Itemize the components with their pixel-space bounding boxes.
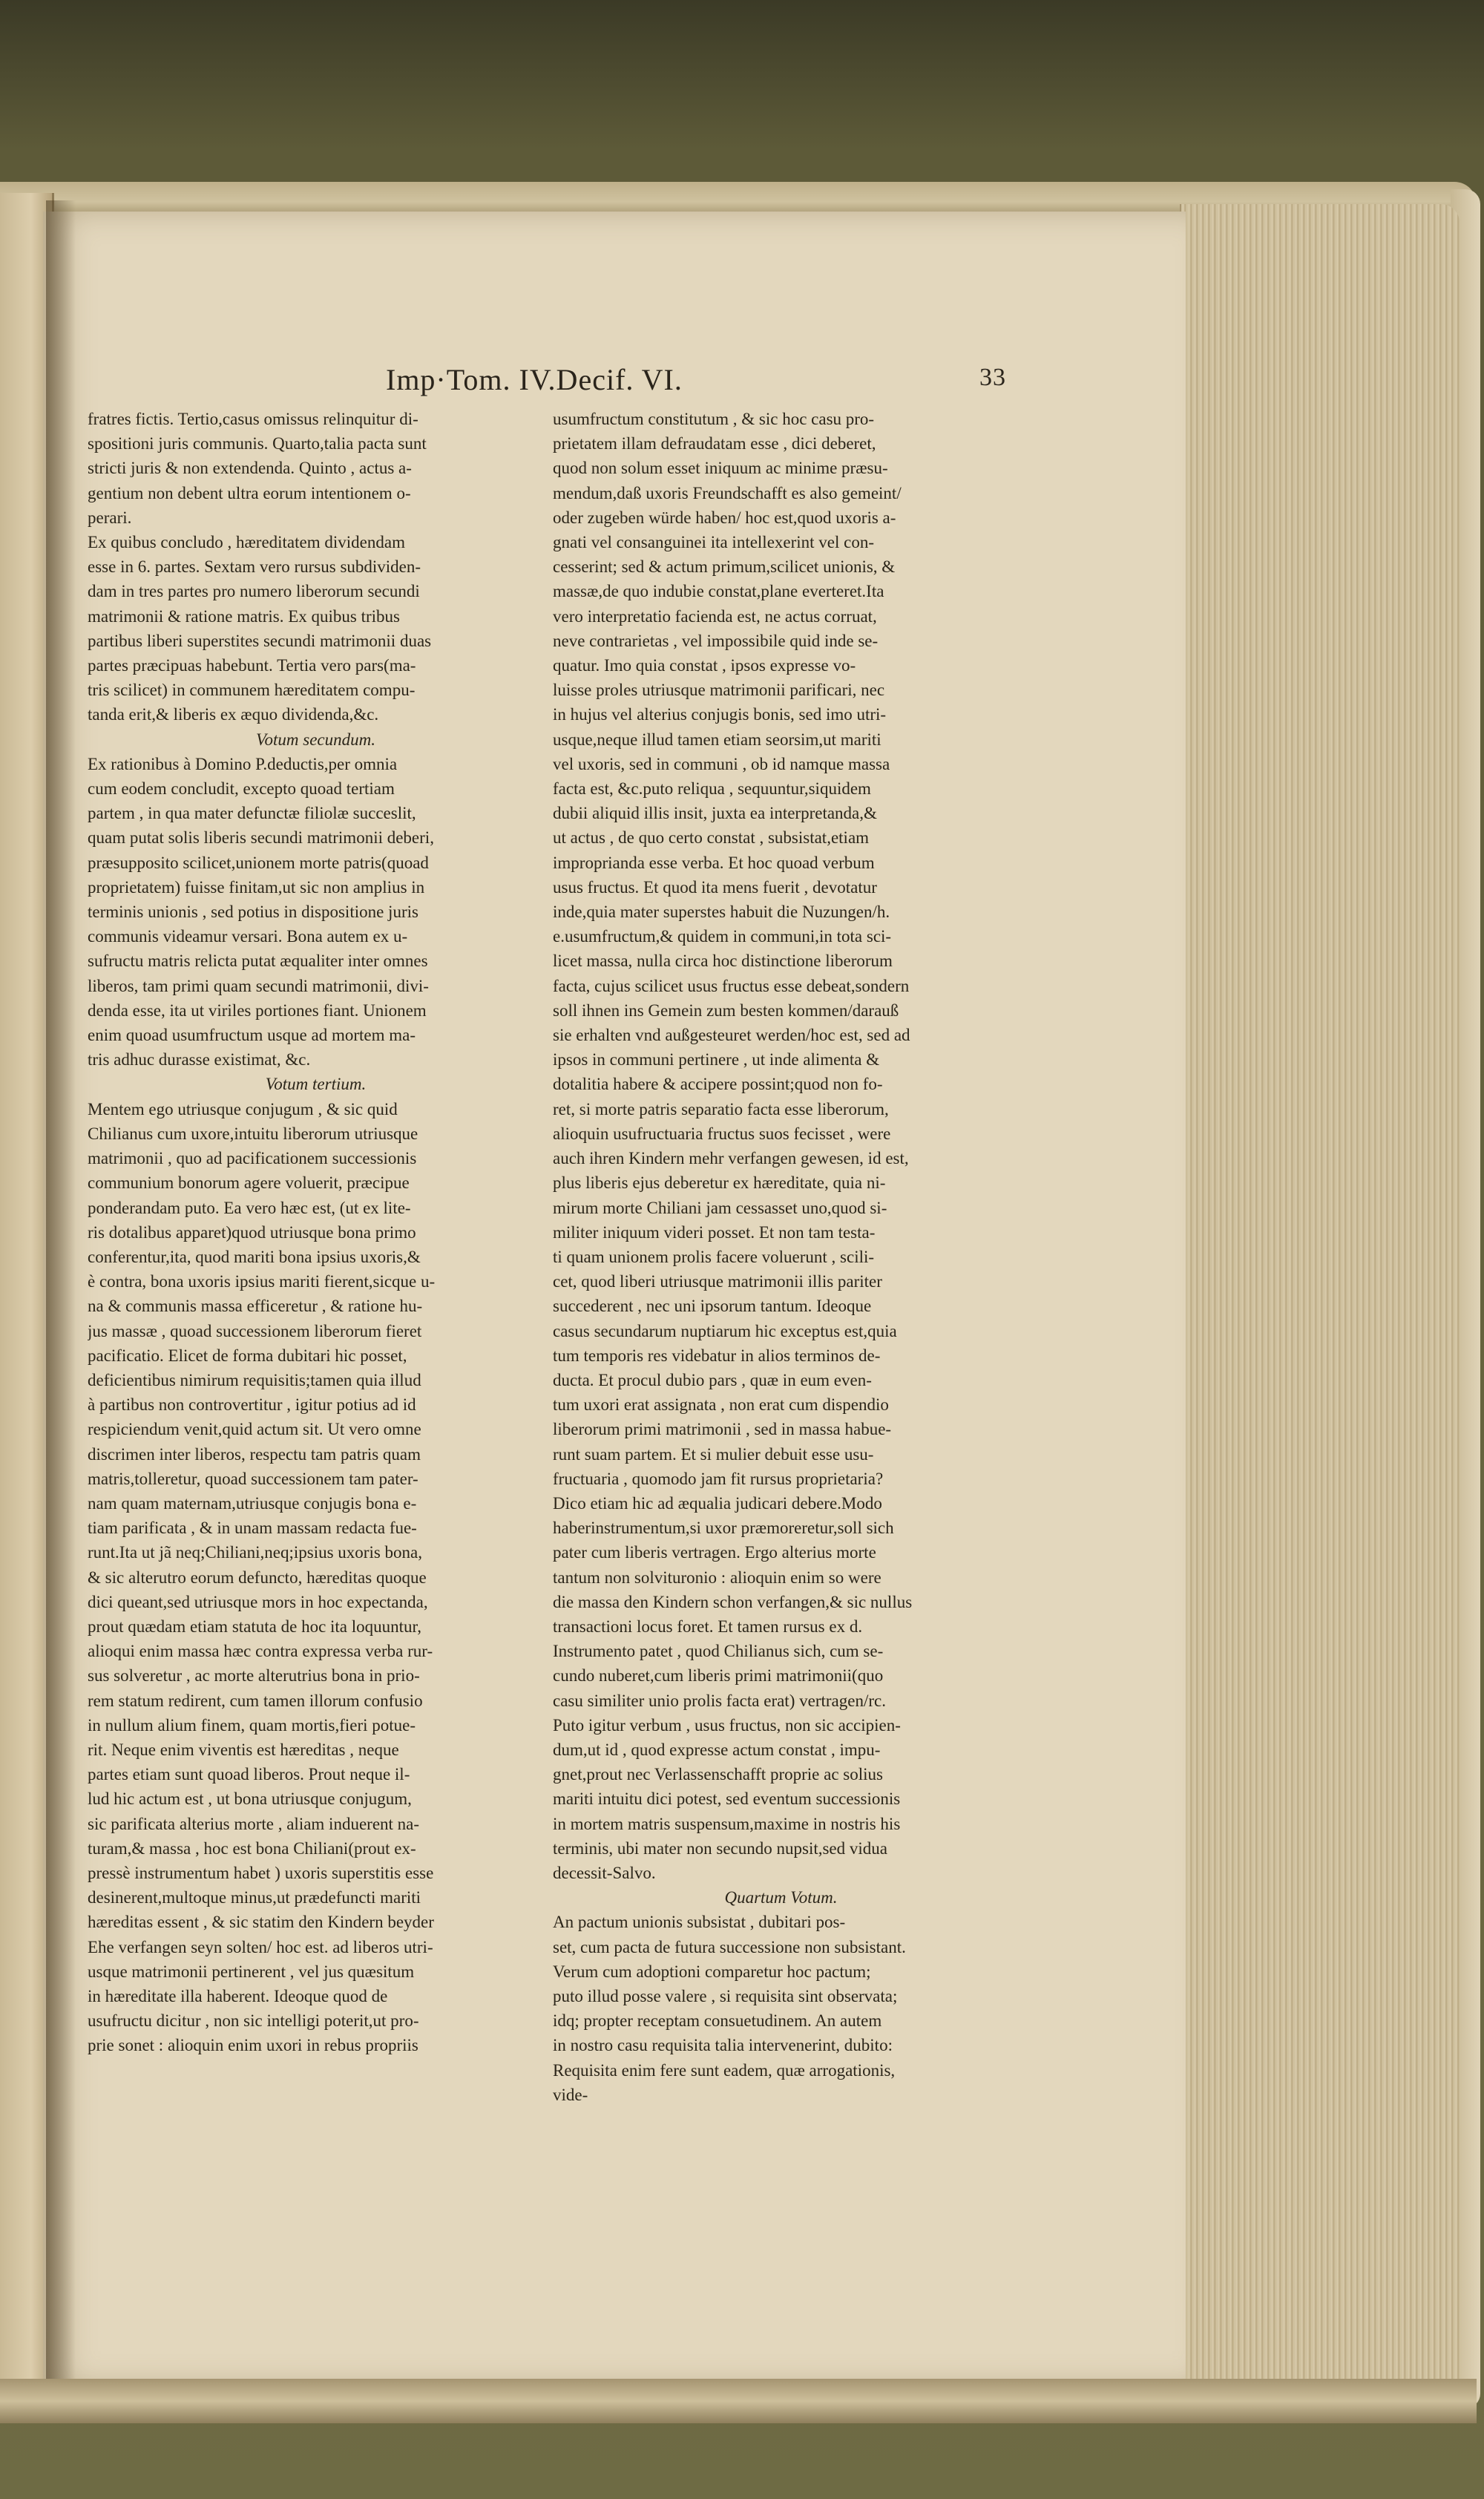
text-line: Puto igitur verbum , usus fructus, non sic accipien- bbox=[553, 1715, 901, 1735]
text-line: cet, quod liberi utriusque matrimonii illis pariter bbox=[553, 1272, 882, 1291]
text-line: denda esse, ita ut viriles portiones fiant. Unionem bbox=[88, 1000, 427, 1020]
text-line: matrimonii , quo ad pacificationem successionis bbox=[88, 1149, 417, 1168]
text-line: conferentur,ita, quod mariti bona ipsius uxoris,& bbox=[88, 1247, 421, 1266]
gutter-shadow bbox=[46, 200, 76, 2382]
text-line: inde,quia mater superstes habuit die Nuzungen/h. bbox=[553, 903, 890, 922]
text-line: haberinstrumentum,si uxor præmoreretur,soll sich bbox=[553, 1519, 894, 1538]
text-line: mendum,daß uxoris Freundschafft es also gemeint/ bbox=[553, 483, 902, 502]
text-line: turam,& massa , hoc est bona Chiliani(prout ex- bbox=[88, 1838, 416, 1858]
text-line: quam putat solis liberis secundi matrimonii deberi, bbox=[88, 828, 434, 848]
text-line: rem statum redirent, cum tamen illorum confusio bbox=[88, 1691, 423, 1710]
text-line: tantum non solvituronio : alioquin enim so were bbox=[553, 1568, 881, 1587]
text-line: in mortem matris suspensum,maxime in nostris his bbox=[553, 1814, 901, 1833]
text-line: communis videamur versari. Bona autem ex u- bbox=[88, 927, 408, 946]
section-heading: Quartum Votum. bbox=[724, 1888, 838, 1907]
text-line: cesserint; sed & actum primum,scilicet unionis, & bbox=[553, 557, 896, 577]
text-line: idq; propter receptam consuetudinem. An autem bbox=[553, 2011, 882, 2031]
text-line: communium bonorum agere voluerit, præcipue bbox=[88, 1173, 410, 1193]
text-line: tum temporis res videbatur in alios terminos de- bbox=[553, 1346, 881, 1365]
text-line: dum,ut id , quod expresse actum constat , impu- bbox=[553, 1740, 881, 1759]
text-line: ret, si morte patris separatio facta esse liberorum, bbox=[553, 1099, 889, 1119]
text-line: sie erhalten vnd außgesteuret werden/hoc est, sed ad bbox=[553, 1026, 910, 1045]
text-line: matris,tolleretur, quoad successionem tam pater- bbox=[88, 1469, 418, 1488]
text-line: lud hic actum est , ut bona utriusque conjugum, bbox=[88, 1789, 412, 1809]
text-line: sic parificata alterius morte , aliam induerent na- bbox=[88, 1814, 420, 1833]
text-line: vel uxoris, sed in communi , ob id namque massa bbox=[553, 754, 890, 773]
text-line: præsupposito scilicet,unionem morte patris(quoad bbox=[88, 853, 429, 872]
text-line: stricti juris & non extendenda. Quinto , actus a- bbox=[88, 459, 412, 478]
text-line: prout quædam etiam statuta de hoc ita loquuntur, bbox=[88, 1617, 422, 1636]
left-text-column bbox=[88, 407, 544, 2336]
running-header bbox=[386, 362, 1054, 399]
text-line: ducta. Et procul dubio pars , quæ in eum even- bbox=[553, 1370, 872, 1389]
text-line: An pactum unionis subsistat , dubitari pos- bbox=[553, 1913, 846, 1932]
text-line: enim quoad usumfructum usque ad mortem ma- bbox=[88, 1026, 416, 1045]
text-line: licet massa, nulla circa hoc distinctione liberorum bbox=[553, 952, 893, 971]
text-line: & sic alterutro eorum defuncto, hæreditas quoque bbox=[88, 1568, 427, 1587]
text-line: Verum cum adoptioni comparetur hoc pactum; bbox=[553, 1962, 871, 1981]
text-line: tanda erit,& liberis ex æquo dividenda,&c. bbox=[88, 705, 379, 724]
text-line: militer iniquum videri posset. Et non tam testa- bbox=[553, 1222, 876, 1242]
text-line: Chilianus cum uxore,intuitu liberorum utriusque bbox=[88, 1124, 418, 1143]
text-line: set, cum pacta de futura successione non subsistant. bbox=[553, 1937, 906, 1956]
text-line: cundo nuberet,cum liberis primi matrimonii(quo bbox=[553, 1666, 884, 1686]
text-line: dubii aliquid illis insit, juxta ea interpretanda,& bbox=[553, 804, 877, 823]
text-line: in hæreditate illa haberent. Ideoque quod de bbox=[88, 1987, 388, 2005]
text-line: respiciendum venit,quid actum sit. Ut vero omne bbox=[88, 1420, 421, 1439]
text-line: ipsos in communi pertinere , ut inde alimenta & bbox=[553, 1050, 880, 1070]
text-line: facta, cujus scilicet usus fructus esse debeat,sondern bbox=[553, 976, 910, 995]
text-line: Instrumento patet , quod Chilianus sich, cum se- bbox=[553, 1642, 884, 1661]
text-line: deficientibus nimirum requisitis;tamen quia illud bbox=[88, 1370, 421, 1389]
text-line: facta est, &c.puto reliqua , sequuntur,siquidem bbox=[553, 779, 871, 799]
text-line: Ex quibus concludo , hæreditatem dividendam bbox=[88, 533, 405, 552]
text-line: plus liberis ejus deberetur ex hæreditate, quia ni- bbox=[553, 1173, 886, 1193]
running-title: Imp·Tom. IV.Decif. VI. bbox=[386, 363, 683, 396]
text-line: discrimen inter liberos, respectu tam patris quam bbox=[88, 1444, 421, 1464]
text-line: dici queant,sed utriusque mors in hoc expectanda, bbox=[88, 1592, 428, 1611]
text-line: pater cum liberis vertragen. Ergo alterius morte bbox=[553, 1543, 876, 1562]
text-line: ris dotalibus apparet)quod utriusque bona primo bbox=[88, 1222, 416, 1242]
text-line: in nullum alium finem, quam mortis,fieri potue- bbox=[88, 1715, 416, 1735]
text-line: partibus liberi superstites secundi matrimonii duas bbox=[88, 631, 432, 650]
text-line: Ehe verfangen seyn solten/ hoc est. ad liberos utri- bbox=[88, 1937, 433, 1956]
text-line: à partibus non controvertitur , igitur potius ad id bbox=[88, 1395, 416, 1415]
text-line: rit. Neque enim viventis est hæreditas , neque bbox=[88, 1740, 399, 1759]
text-line: transactioni locus foret. Et tamen rursus ex d. bbox=[553, 1617, 863, 1636]
text-line: auch ihren Kindern mehr verfangen gewesen, id est, bbox=[553, 1149, 909, 1168]
text-line: casu similiter unio prolis facta erat) vertragen/rc. bbox=[553, 1691, 886, 1710]
text-line: succederent , nec uni ipsorum tantum. Ideoque bbox=[553, 1297, 872, 1316]
text-line: spositioni juris communis. Quarto,talia pacta sunt bbox=[88, 434, 427, 453]
text-line: alioqui enim massa hæc contra expressa verba rur- bbox=[88, 1642, 433, 1661]
text-line: na & communis massa efficeretur , & ratione hu- bbox=[88, 1297, 423, 1316]
text-line: liberorum primi matrimonii , sed in massa habue- bbox=[553, 1420, 892, 1439]
text-line: sufructu matris relicta putat æqualiter inter omnes bbox=[88, 952, 428, 971]
text-line: ut actus , de quo certo constat , subsistat,etiam bbox=[553, 828, 870, 848]
text-line: proprietatem) fuisse finitam,ut sic non amplius in bbox=[88, 877, 425, 897]
text-line: Requisita enim fere sunt eadem, quæ arrogationis, bbox=[553, 2060, 896, 2080]
text-line: cum eodem concludit, excepto quoad tertiam bbox=[88, 779, 395, 799]
text-line: in nostro casu requisita talia intervenerint, dubito: bbox=[553, 2036, 893, 2055]
text-line: Mentem ego utriusque conjugum , & sic quid bbox=[88, 1099, 398, 1119]
text-line: runt suam partem. Et si mulier debuit esse usu- bbox=[553, 1444, 874, 1464]
text-line: desinerent,multoque minus,ut prædefuncti mariti bbox=[88, 1888, 421, 1907]
text-line: mirum morte Chiliani jam cessasset uno,quod si- bbox=[553, 1198, 887, 1217]
page-block-edges bbox=[1180, 204, 1460, 2401]
text-line: massæ,de quo indubie constat,plane everteret.Ita bbox=[553, 582, 884, 601]
text-line: esse in 6. partes. Sextam vero rursus subdividen- bbox=[88, 557, 421, 577]
text-line: soll ihnen ins Gemein zum besten kommen/darauß bbox=[553, 1000, 899, 1020]
text-line: partes præcipuas habebunt. Tertia vero pars(ma- bbox=[88, 656, 416, 675]
text-line: mariti intuitu dici potest, sed eventum successionis bbox=[553, 1789, 901, 1809]
text-line: casus secundarum nuptiarum hic exceptus est,quia bbox=[553, 1321, 897, 1340]
text-line: tris adhuc durasse existimat, &c. bbox=[88, 1050, 311, 1070]
right-text-column bbox=[553, 407, 1009, 2336]
text-line: vide- bbox=[553, 2085, 588, 2104]
text-line: dotalitia habere & accipere possint;quod non fo- bbox=[553, 1075, 883, 1094]
text-line: quatur. Imo quia constat , ipsos expresse vo- bbox=[553, 656, 856, 675]
text-line: Dico etiam hic ad æqualia judicari debere.Modo bbox=[553, 1493, 882, 1513]
text-line: matrimonii & ratione matris. Ex quibus tribus bbox=[88, 606, 400, 626]
text-line: alioquin usufructuaria fructus suos fecisset , were bbox=[553, 1124, 891, 1143]
section-heading: Votum secundum. bbox=[256, 730, 375, 749]
text-line: ti quam unionem prolis facere voluerunt , scili- bbox=[553, 1247, 875, 1266]
text-line: gnati vel consanguinei ita intellexerint vel con- bbox=[553, 533, 875, 552]
text-line: die massa den Kindern schon verfangen,& sic nullus bbox=[553, 1592, 913, 1611]
text-line: tris scilicet) in communem hæreditatem compu- bbox=[88, 681, 416, 700]
text-line: quod non solum esset iniquum ac minime præsu- bbox=[553, 459, 888, 478]
text-line: usufructu dicitur , non sic intelligi poterit,ut pro- bbox=[88, 2011, 419, 2031]
text-line: ponderandam puto. Ea vero hæc est, (ut ex lite- bbox=[88, 1198, 411, 1217]
text-line: usus fructus. Et quod ita mens fuerit , devotatur bbox=[553, 877, 877, 897]
text-line: liberos, tam primi quam secundi matrimonii, divi- bbox=[88, 976, 429, 995]
text-line: tum uxori erat assignata , non erat cum dispendio bbox=[553, 1395, 889, 1415]
text-line: usque matrimonii pertinerent , vel jus quæsitum bbox=[88, 1962, 415, 1981]
text-line: fratres fictis. Tertio,casus omissus relinquitur di- bbox=[88, 410, 418, 428]
section-heading: Votum tertium. bbox=[265, 1075, 367, 1094]
text-line: decessit-Salvo. bbox=[553, 1863, 656, 1882]
text-line: tiam parificata , & in unam massam redacta fue- bbox=[88, 1519, 417, 1538]
text-line: neve contrarietas , vel impossibile quid inde se- bbox=[553, 631, 879, 650]
text-line: gentium non debent ultra eorum intentionem o- bbox=[88, 483, 411, 502]
text-line: pressè instrumentum habet ) uxoris superstitis esse bbox=[88, 1863, 434, 1882]
text-line: prie sonet : alioquin enim uxori in rebus propriis bbox=[88, 2036, 418, 2055]
text-line: terminis, ubi mater non secundo nupsit,sed vidua bbox=[553, 1838, 887, 1858]
text-line: pacificatio. Elicet de forma dubitari hic posset, bbox=[88, 1346, 407, 1365]
text-line: vero interpretatio facienda est, ne actus corruat, bbox=[553, 606, 877, 626]
text-line: è contra, bona uxoris ipsius mariti fierent,sicque u- bbox=[88, 1272, 436, 1291]
text-line: usumfructum constitutum , & sic hoc casu pro- bbox=[553, 410, 875, 428]
text-line: e.usumfructum,& quidem in communi,in tota sci- bbox=[553, 927, 892, 946]
book-bottom-edge bbox=[0, 2379, 1477, 2423]
text-line: usque,neque illud tamen etiam seorsim,ut mariti bbox=[553, 730, 881, 749]
text-line: terminis unionis , sed potius in dispositione juris bbox=[88, 903, 418, 922]
text-line: runt.Ita ut jã neq;Chiliani,neq;ipsius uxoris bona, bbox=[88, 1543, 422, 1562]
text-line: hæreditas essent , & sic statim den Kindern beyder bbox=[88, 1913, 434, 1932]
text-line: puto illud posse valere , si requisita sint observata; bbox=[553, 1987, 898, 2005]
text-line: gnet,prout nec Verlassenschafft proprie ac solius bbox=[553, 1765, 883, 1784]
text-line: partes etiam sunt quoad liberos. Prout neque il- bbox=[88, 1765, 410, 1784]
text-line: prietatem illam defraudatam esse , dici deberet, bbox=[553, 434, 876, 453]
text-line: nam quam maternam,utriusque conjugis bona e- bbox=[88, 1493, 417, 1513]
text-line: partem , in qua mater defunctæ filiolæ succeslit, bbox=[88, 804, 416, 823]
text-line: fructuaria , quomodo jam fit rursus proprietaria? bbox=[553, 1469, 884, 1488]
text-line: improprianda esse verba. Et hoc quoad verbum bbox=[553, 853, 875, 872]
text-line: sus solveretur , ac morte alterutrius bona in prio- bbox=[88, 1666, 420, 1686]
text-line: luisse proles utriusque matrimonii parificari, nec bbox=[553, 681, 885, 700]
text-line: in hujus vel alterius conjugis bonis, sed imo utri- bbox=[553, 705, 887, 724]
text-line: perari. bbox=[88, 508, 132, 527]
text-line: oder zugeben würde haben/ hoc est,quod uxoris a- bbox=[553, 508, 896, 527]
text-line: dam in tres partes pro numero liberorum secundi bbox=[88, 582, 420, 601]
text-line: jus massæ , quoad successionem liberorum fieret bbox=[88, 1321, 422, 1340]
text-line: Ex rationibus à Domino P.deductis,per omnia bbox=[88, 754, 398, 773]
page-number: 33 bbox=[979, 364, 1006, 391]
